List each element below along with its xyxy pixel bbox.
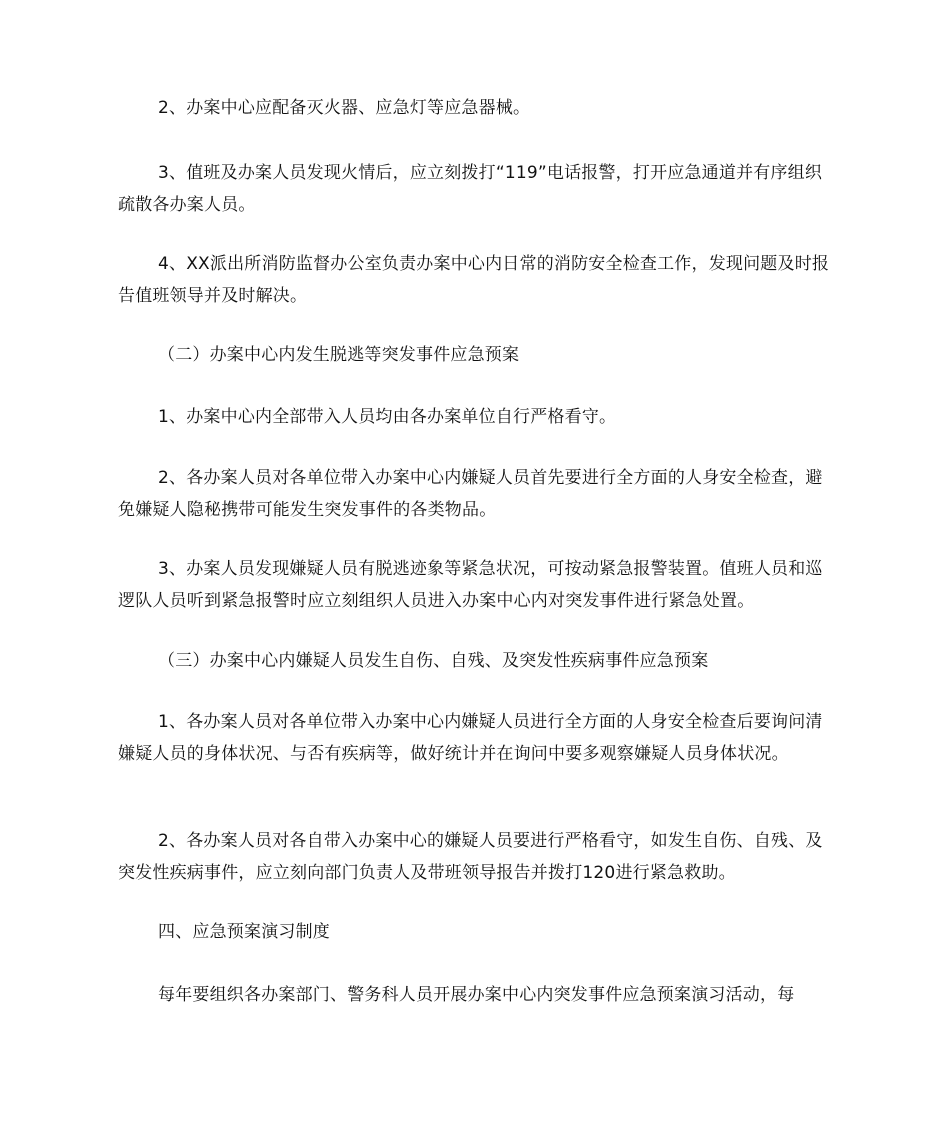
- paragraph-3: 4、XX派出所消防监督办公室负责办案中心内日常的消防安全检查工作，发现问题及时报告值班领导并及时解决。: [118, 254, 830, 306]
- section-heading-2: （二）办案中心内发生脱逃等突发事件应急预案: [158, 345, 520, 365]
- paragraph-1: 2、办案中心应配备灭火器、应急灯等应急器械。: [158, 98, 531, 118]
- paragraph-8: 2、各办案人员对各自带入办案中心的嫌疑人员要进行严格看守，如发生自伤、自残、及突发性疾病事件，应立刻向部门负责人及带班领导报告并拨打120进行紧急救助。: [118, 831, 823, 883]
- paragraph-6: 3、办案人员发现嫌疑人员有脱逃迹象等紧急状况，可按动紧急报警装置。值班人员和巡逻队人员听到紧急报警时应立刻组织人员进入办案中心内对突发事件进行紧急处置。: [118, 559, 823, 611]
- section-heading-3: （三）办案中心内嫌疑人员发生自伤、自残、及突发性疾病事件应急预案: [158, 651, 709, 671]
- paragraph-2: 3、值班及办案人员发现火情后，应立刻拨打“119”电话报警，打开应急通道并有序组织疏散各办案人员。: [118, 163, 823, 215]
- paragraph-9: 每年要组织各办案部门、警务科人员开展办案中心内突发事件应急预案演习活动，每: [158, 985, 795, 1005]
- paragraph-5: 2、各办案人员对各单位带入办案中心内嫌疑人员首先要进行全方面的人身安全检查，避免嫌疑人隐秘携带可能发生突发事件的各类物品。: [118, 468, 823, 520]
- paragraph-4: 1、办案中心内全部带入人员均由各办案单位自行严格看守。: [158, 407, 617, 427]
- paragraph-7: 1、各办案人员对各单位带入办案中心内嫌疑人员进行全方面的人身安全检查后要询问清嫌疑人员的身体状况、与否有疾病等，做好统计并在询问中要多观察嫌疑人员身体状况。: [118, 712, 823, 764]
- section-heading-4: 四、应急预案演习制度: [158, 922, 330, 942]
